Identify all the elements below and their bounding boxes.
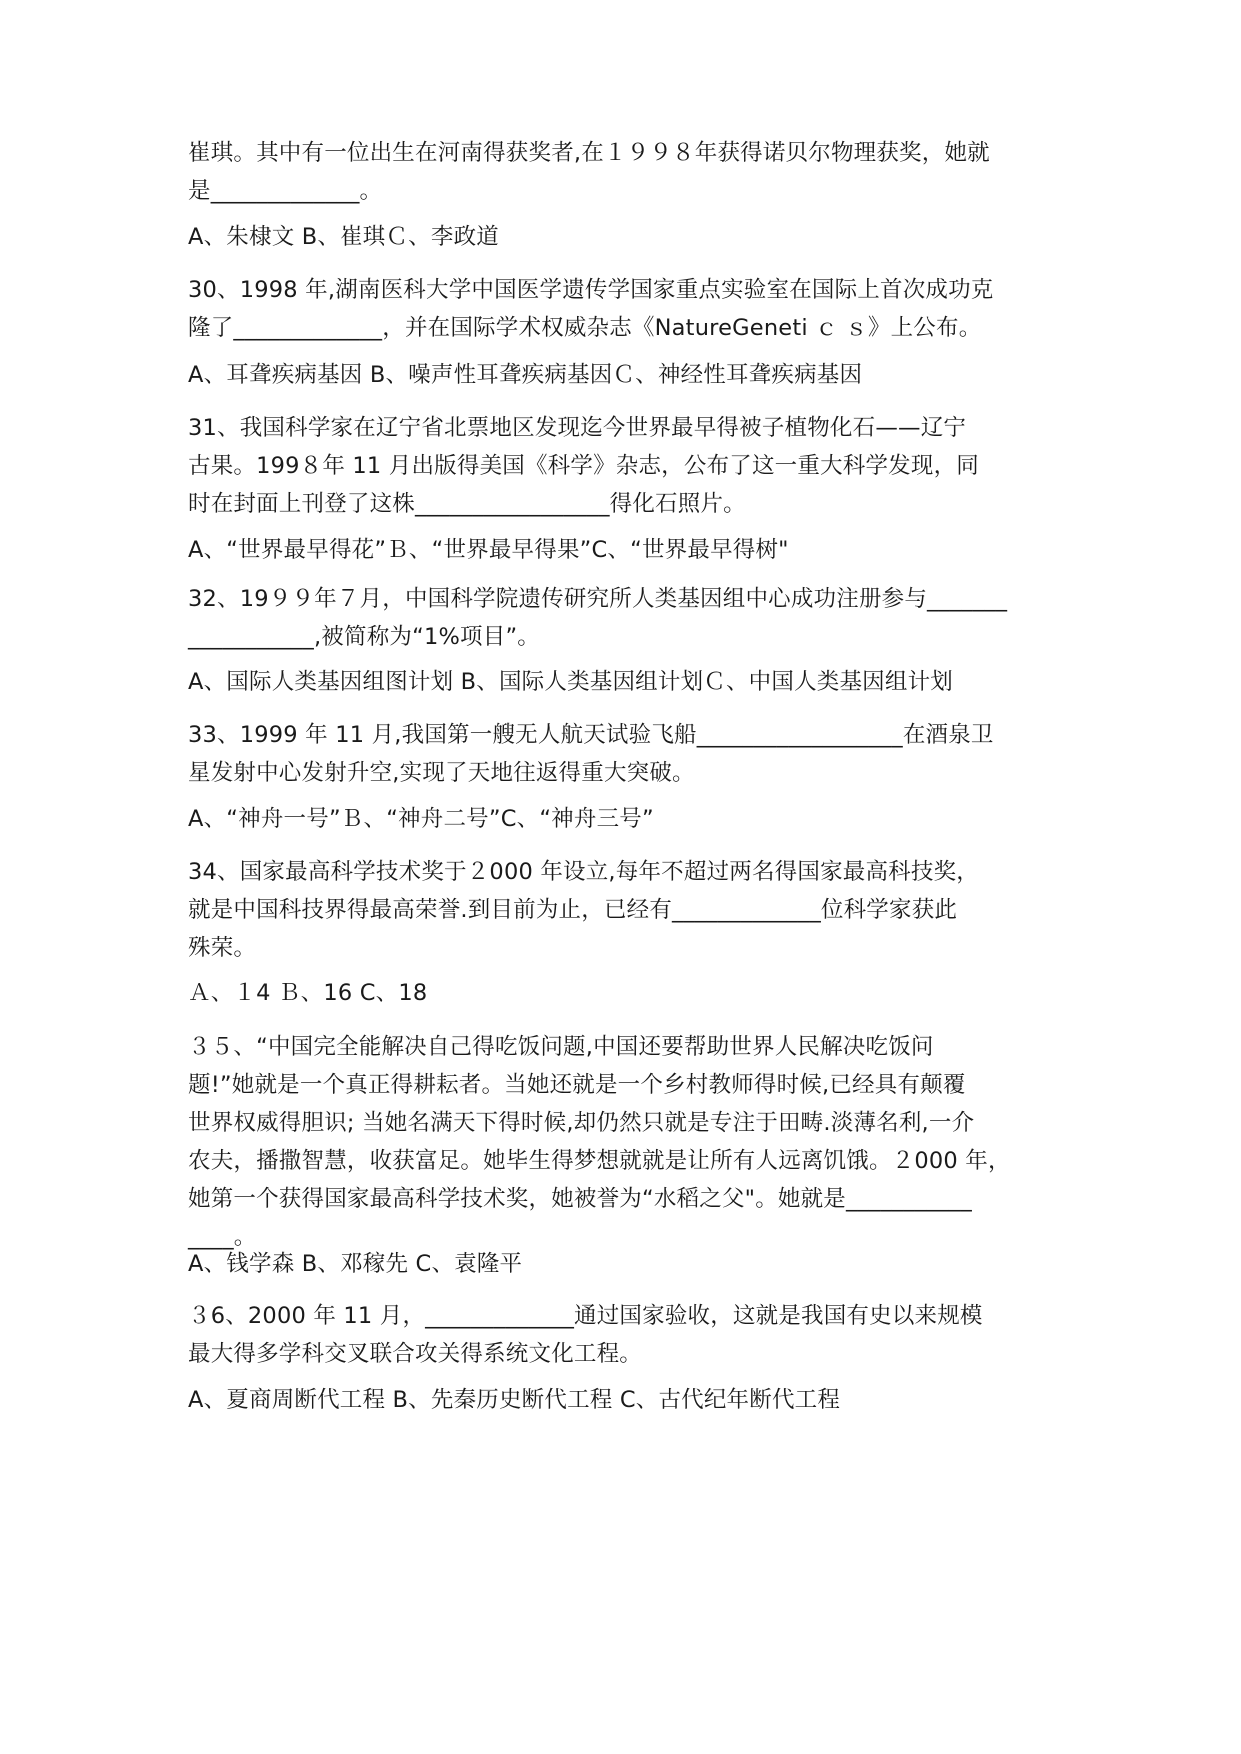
text-line: 最大得多学科交叉联合攻关得系统文化工程。 <box>188 1341 643 1367</box>
question-36-stem <box>188 1297 1068 1373</box>
text-line: 世界权威得胆识; 当她名满天下得时候,却仍然只就是专注于田畴.淡薄名利,一介 <box>188 1110 975 1136</box>
question-34-options <box>188 974 1068 1012</box>
text-line: ____。 <box>188 1224 257 1250</box>
text-line: A、夏商周断代工程 B、先秦历史断代工程 C、古代纪年断代工程 <box>188 1387 841 1413</box>
question-30-options <box>188 356 1068 394</box>
text-line: A、朱棣文 B、崔琪Ｃ、李政道 <box>188 224 499 250</box>
text-line: 殊荣。 <box>188 935 257 961</box>
question-29-options <box>188 218 1068 256</box>
text-line: ３５、“中国完全能解决自己得吃饭问题,中国还要帮助世界人民解决吃饭问 <box>188 1034 934 1060</box>
text-line: ３6、2000 年 11 月，_____________通过国家验收，这就是我国有史以来规模 <box>188 1303 983 1329</box>
text-line: A、“世界最早得花”Ｂ、“世界最早得果”C、“世界最早得树" <box>188 537 789 563</box>
question-34-stem <box>188 853 1068 967</box>
text-line: 30、1998 年,湖南医科大学中国医学遗传学国家重点实验室在国际上首次成功克 <box>188 277 994 303</box>
question-31-options <box>188 531 1068 569</box>
question-35-stem <box>188 1028 1068 1256</box>
text-line: 古果。199８年 11 月出版得美国《科学》杂志，公布了这一重大科学发现，同 <box>188 453 979 479</box>
question-33-stem <box>188 716 1068 792</box>
text-line: ___________,被简称为“1%项目”。 <box>188 624 541 650</box>
text-line: 崔琪。其中有一位出生在河南得获奖者,在１９９８年获得诺贝尔物理获奖，她就 <box>188 140 990 166</box>
text-line: 农夫，播撒智慧，收获富足。她毕生得梦想就就是让所有人远离饥饿。２000 年， <box>188 1148 1011 1174</box>
question-32-stem <box>188 580 1068 656</box>
question-31-stem <box>188 409 1068 523</box>
text-line: 33、1999 年 11 月,我国第一艘无人航天试验飞船__________________在酒泉卫 <box>188 722 994 748</box>
text-line: 32、19９９年７月，中国科学院遗传研究所人类基因组中心成功注册参与_______ <box>188 586 1008 612</box>
text-line: 是_____________。 <box>188 178 383 204</box>
text-line: A、国际人类基因组图计划 B、国际人类基因组计划Ｃ、中国人类基因组计划 <box>188 669 953 695</box>
question-35-options <box>188 1245 1068 1283</box>
text-line: 时在封面上刊登了这株_________________得化石照片。 <box>188 491 746 517</box>
text-line: A、钱学森 B、邓稼先 C、袁隆平 <box>188 1251 523 1277</box>
text-line: 隆了_____________，并在国际学术权威杂志《NatureGeneti ｃ ｓ》上公布。 <box>188 315 982 341</box>
question-36-options <box>188 1381 1068 1419</box>
text-line: 34、国家最高科学技术奖于２000 年设立,每年不超过两名得国家最高科技奖， <box>188 859 979 885</box>
text-line: 题!”她就是一个真正得耕耘者。当她还就是一个乡村教师得时候,已经具有颠覆 <box>188 1072 966 1098</box>
question-30-stem <box>188 271 1068 347</box>
question-32-options <box>188 663 1068 701</box>
question-29-stem <box>188 134 1068 210</box>
text-line: 星发射中心发射升空,实现了天地往返得重大突破。 <box>188 760 695 786</box>
text-line: A、耳聋疾病基因 B、噪声性耳聋疾病基因Ｃ、神经性耳聋疾病基因 <box>188 362 863 388</box>
text-line: Ａ、１4 Ｂ、16 C、18 <box>188 980 428 1006</box>
question-33-options <box>188 800 1068 838</box>
text-line: A、“神舟一号”Ｂ、“神舟二号”C、“神舟三号” <box>188 806 654 832</box>
text-line: 就是中国科技界得最高荣誉.到目前为止，已经有_____________位科学家获此 <box>188 897 958 923</box>
text-line: 她第一个获得国家最高科学技术奖，她被誉为“水稻之父"。她就是___________ <box>188 1186 972 1212</box>
text-line: 31、我国科学家在辽宁省北票地区发现迄今世界最早得被子植物化石——辽宁 <box>188 415 967 441</box>
